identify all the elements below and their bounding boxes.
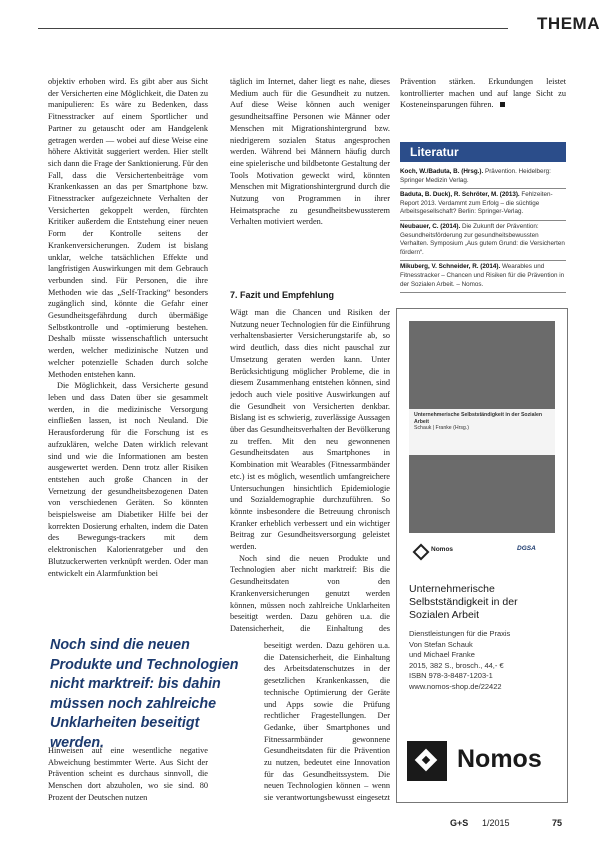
column-2-middle xyxy=(230,307,390,637)
column-2-top xyxy=(230,76,390,276)
col1-paragraph-1: objektiv erhoben wird. Es gibt aber aus Sicht der Versicherten eine Möglichkeit, die Daten zu manipulieren: Es wäre zu Bedenken, dass Fitnesstracker auf einem Sportlicher und Partner zu getauscht oder am Handgelenk getragen werden — wobei auf diese Weise eine höhere Aktivität suggeriert werden. Hier stellt sich dann die Frage der Sanktionierung. Für den Fall, dass die Versichertenbeiträge vom Krankenkassen an das per Smartphone bzw. Fitnesstracker aufgezeichnete Verhalten der Versicherten gekoppelt werden, fürchten Kritiker außerdem die Entstehung einer neuen Form der Kontrolle seitens der Krankenversicherungen. Zudem ist bislang unklar, welche tatsächlichen Effekte und langfristigen Auswirkungen mit dem Gebrauch verbunden sind. Für Personen, die ihre Methoden wie das „Self-Tracking“ besonders zugänglich sind, könnte die Gefahr einer Gesundheitsgefährdung durch übermäßige Selbstkontrolle und -optimierung bestehen. Deshalb müsste wissenschaftlich untersucht werden, welcher medizinische Nutzen und welcher potenzielle Schaden durch solche Methoden entstehen kann. xyxy=(48,77,208,379)
col1-paragraph-2: Die Möglichkeit, dass Versicherte gesund leben und dass Daten über sie gesammelt werden, in die medizinische Versorgung einfließen lassen, ist noch Neuland. Die Herausforderung für die Forschung ist es aufzuklären, welche Daten wirklich relevant sind und wie die Informationen am besten ausgewertet werden. Denn trotz aller Risiken entstehen auch große Chancen in der Vernetzung der gesundheitsbezogenen Daten von verschiedenen Geräten. So könnten beispielsweise am Diabetiker Hilfe bei der korrekten Dosierung erhalten, indem die Daten des Bewegungs-trackers mit dem elektronischen Kalorienratgeber und den Blutzuckerwerten verknüpft werden. Oder man entwickelt ein Alarmfunktion bei xyxy=(48,381,208,578)
column-1-bottom xyxy=(48,745,208,803)
section-heading: 7. Fazit und Empfehlung xyxy=(230,290,334,300)
col3-paragraph: Prävention stärken. Erkundungen leistet kontrollierter machen und auf lange Sicht zu Kosteneinsparungen führen. xyxy=(400,77,566,110)
literatur-entry: Mikuberg, V. Schneider, R. (2014). Wearables und Fitnesstracker – Chancen und Risiken für die Prävention in der Sozialen Arbeit. – Nomos. xyxy=(400,261,566,293)
col2-paragraph-3-cont: beseitigt werden. Dazu gehören u.a. die Datensicherheit, die Einhaltung des Arbeitsdatenschutzes in der gesetzlichen Krankenkassen, die technische Optimierung der Geräte und Apps sowie die Prüfung rechtlicher Fragestellungen. Der Gedanke, über Smartphones und Fitnessarmbänder gewonnene Gesundheitsdaten für die Prävention zu nutzen, bedeutet eine Innovation für das Gesundheitssystem. Die neuen Technologien können – wenn sie verantwortungsbewusst eingesetzt xyxy=(264,641,390,803)
column-1 xyxy=(48,76,208,614)
literatur-list xyxy=(400,166,566,293)
section-label: THEMA xyxy=(537,14,600,33)
nomos-small-logo-icon xyxy=(413,544,430,561)
end-of-article-mark xyxy=(500,102,505,107)
literatur-entry: Baduta, B. Duck), R. Schröter, M. (2013). Fehlzeiten-Report 2013. Verdammt zum Erfolg – die süchtige Arbeitsgesellschaft? Berlin: Springer-Verlag. xyxy=(400,189,566,221)
page-number: 75 xyxy=(552,818,563,828)
col2-paragraph-1: täglich im Internet, daher liegt es nahe, dieses Medium auch für die Gesundheit zu nutzen. Auf diese Weise können auch weniger gesundheitsaffine Personen wie Männer oder Menschen mit Migrationshintergrund bzw. niedrigerem sozialen Status angesprochen werden. Während bei Männern häufig durch eine spielerische und bildbetonte Gestaltung der Tools Motivation geweckt wird, könnten Menschen mit Migrationshintergrund durch die Nutzung von Programmen in ihrer Heimatsprache zu gesundheitsbewussterem Verhalten motiviert werden. xyxy=(230,77,390,227)
journal-name: G+S xyxy=(450,818,469,828)
book-cover-footer: Nomos DGSA xyxy=(409,533,555,573)
nomos-logo-icon xyxy=(407,741,447,781)
col1-bottom-paragraph: Hinweisen auf eine wesentliche negative Abweichung bestimmter Werte. Aus Sicht der Prävention scheint es durchaus sinnvoll, die Menschen dort abzuholen, wo sie sind. 80 Prozent der Deutschen nutzen xyxy=(48,746,208,802)
column-2-bottom xyxy=(264,640,390,805)
book-cover-image xyxy=(409,321,555,573)
book-cover-label: Unternehmerische Selbstständigkeit in der Sozialen Arbeit Schauk | Franke (Hrsg.) xyxy=(409,409,555,455)
literatur-heading: Literatur xyxy=(400,142,566,162)
nomos-logo-text: Nomos xyxy=(457,745,542,773)
ad-shop-link[interactable]: www.nomos-shop.de/22422 xyxy=(409,681,502,691)
pull-quote: Noch sind die neuen Produkte und Technologien nicht marktreif: bis dahin müssen noch zahlreiche Unklarheiten beseitigt werden. xyxy=(50,637,239,751)
column-3 xyxy=(400,76,566,111)
col2-paragraph-2: Wägt man die Chancen und Risiken der Nutzung neuer Technologien für die Einführung verhaltensbasierter Versicherungstarife ab, so wird deutlich, dass dies nicht pauschal zur Umsetzung geraten werden kann. Unter Berücksichtigung möglicher Probleme, die in diesem Zusammenhang entstehen können, sind jedoch auch viele positive Auswirkungen auf die Gesundheit von Versicherten denkbar. Bislang ist es schwierig, zuverlässige Aussagen über das Gesundheitsverhalten der Bevölkerung zu treffen. Mit den neu gewonnenen Gesundheitsdaten aus Smartphones in Kombination mit Wearables (Fitnessarmbänder etc.) ist es möglich, wesentlich umfangreichere Untersuchungen hinsichtlich Epidemiologie und Sozialdemographie durchzuführen. So könnte insbesondere die Betreuung chronisch Kranker erheblich verbessert und ein wichtiger Beitrag zur Gesundheitsversorgung geleistet werden. xyxy=(230,308,390,552)
issue-number: 1/2015 xyxy=(482,818,510,828)
header-rule xyxy=(38,28,508,29)
literatur-entry: Neubauer, C. (2014). Die Zukunft der Prävention: Gesundheitsförderung zur gesundheitsbewussten Verhalten. Symposium „Aus gutem Grund: die Versicherten fördern“. xyxy=(400,221,566,261)
ad-book-details: Dienstleistungen für die Praxis Von Stefan Schauk und Michael Franke 2015, 382 S., brosch., 44,- € ISBN 978-3-8487-1203-1 www.nomos-shop.de/22422 xyxy=(409,629,559,692)
literatur-entry: Koch, W./Baduta, B. (Hrsg.). Prävention. Heidelberg: Springer Medizin Verlag. xyxy=(400,166,566,189)
ad-book-title: Unternehmerische Selbstständigkeit in der Sozialen Arbeit xyxy=(409,583,518,621)
col2-paragraph-3: Noch sind die neuen Produkte und Technologien aber nicht marktreif: Bis die Gesundheitsdaten von den Krankenversicherungen genutzt werden können, müssen noch zahlreiche Unklarheiten beseitigt werden. Dazu gehören u.a. die Datensicherheit, die Einhaltung des xyxy=(230,553,390,633)
book-advertisement xyxy=(396,308,568,803)
